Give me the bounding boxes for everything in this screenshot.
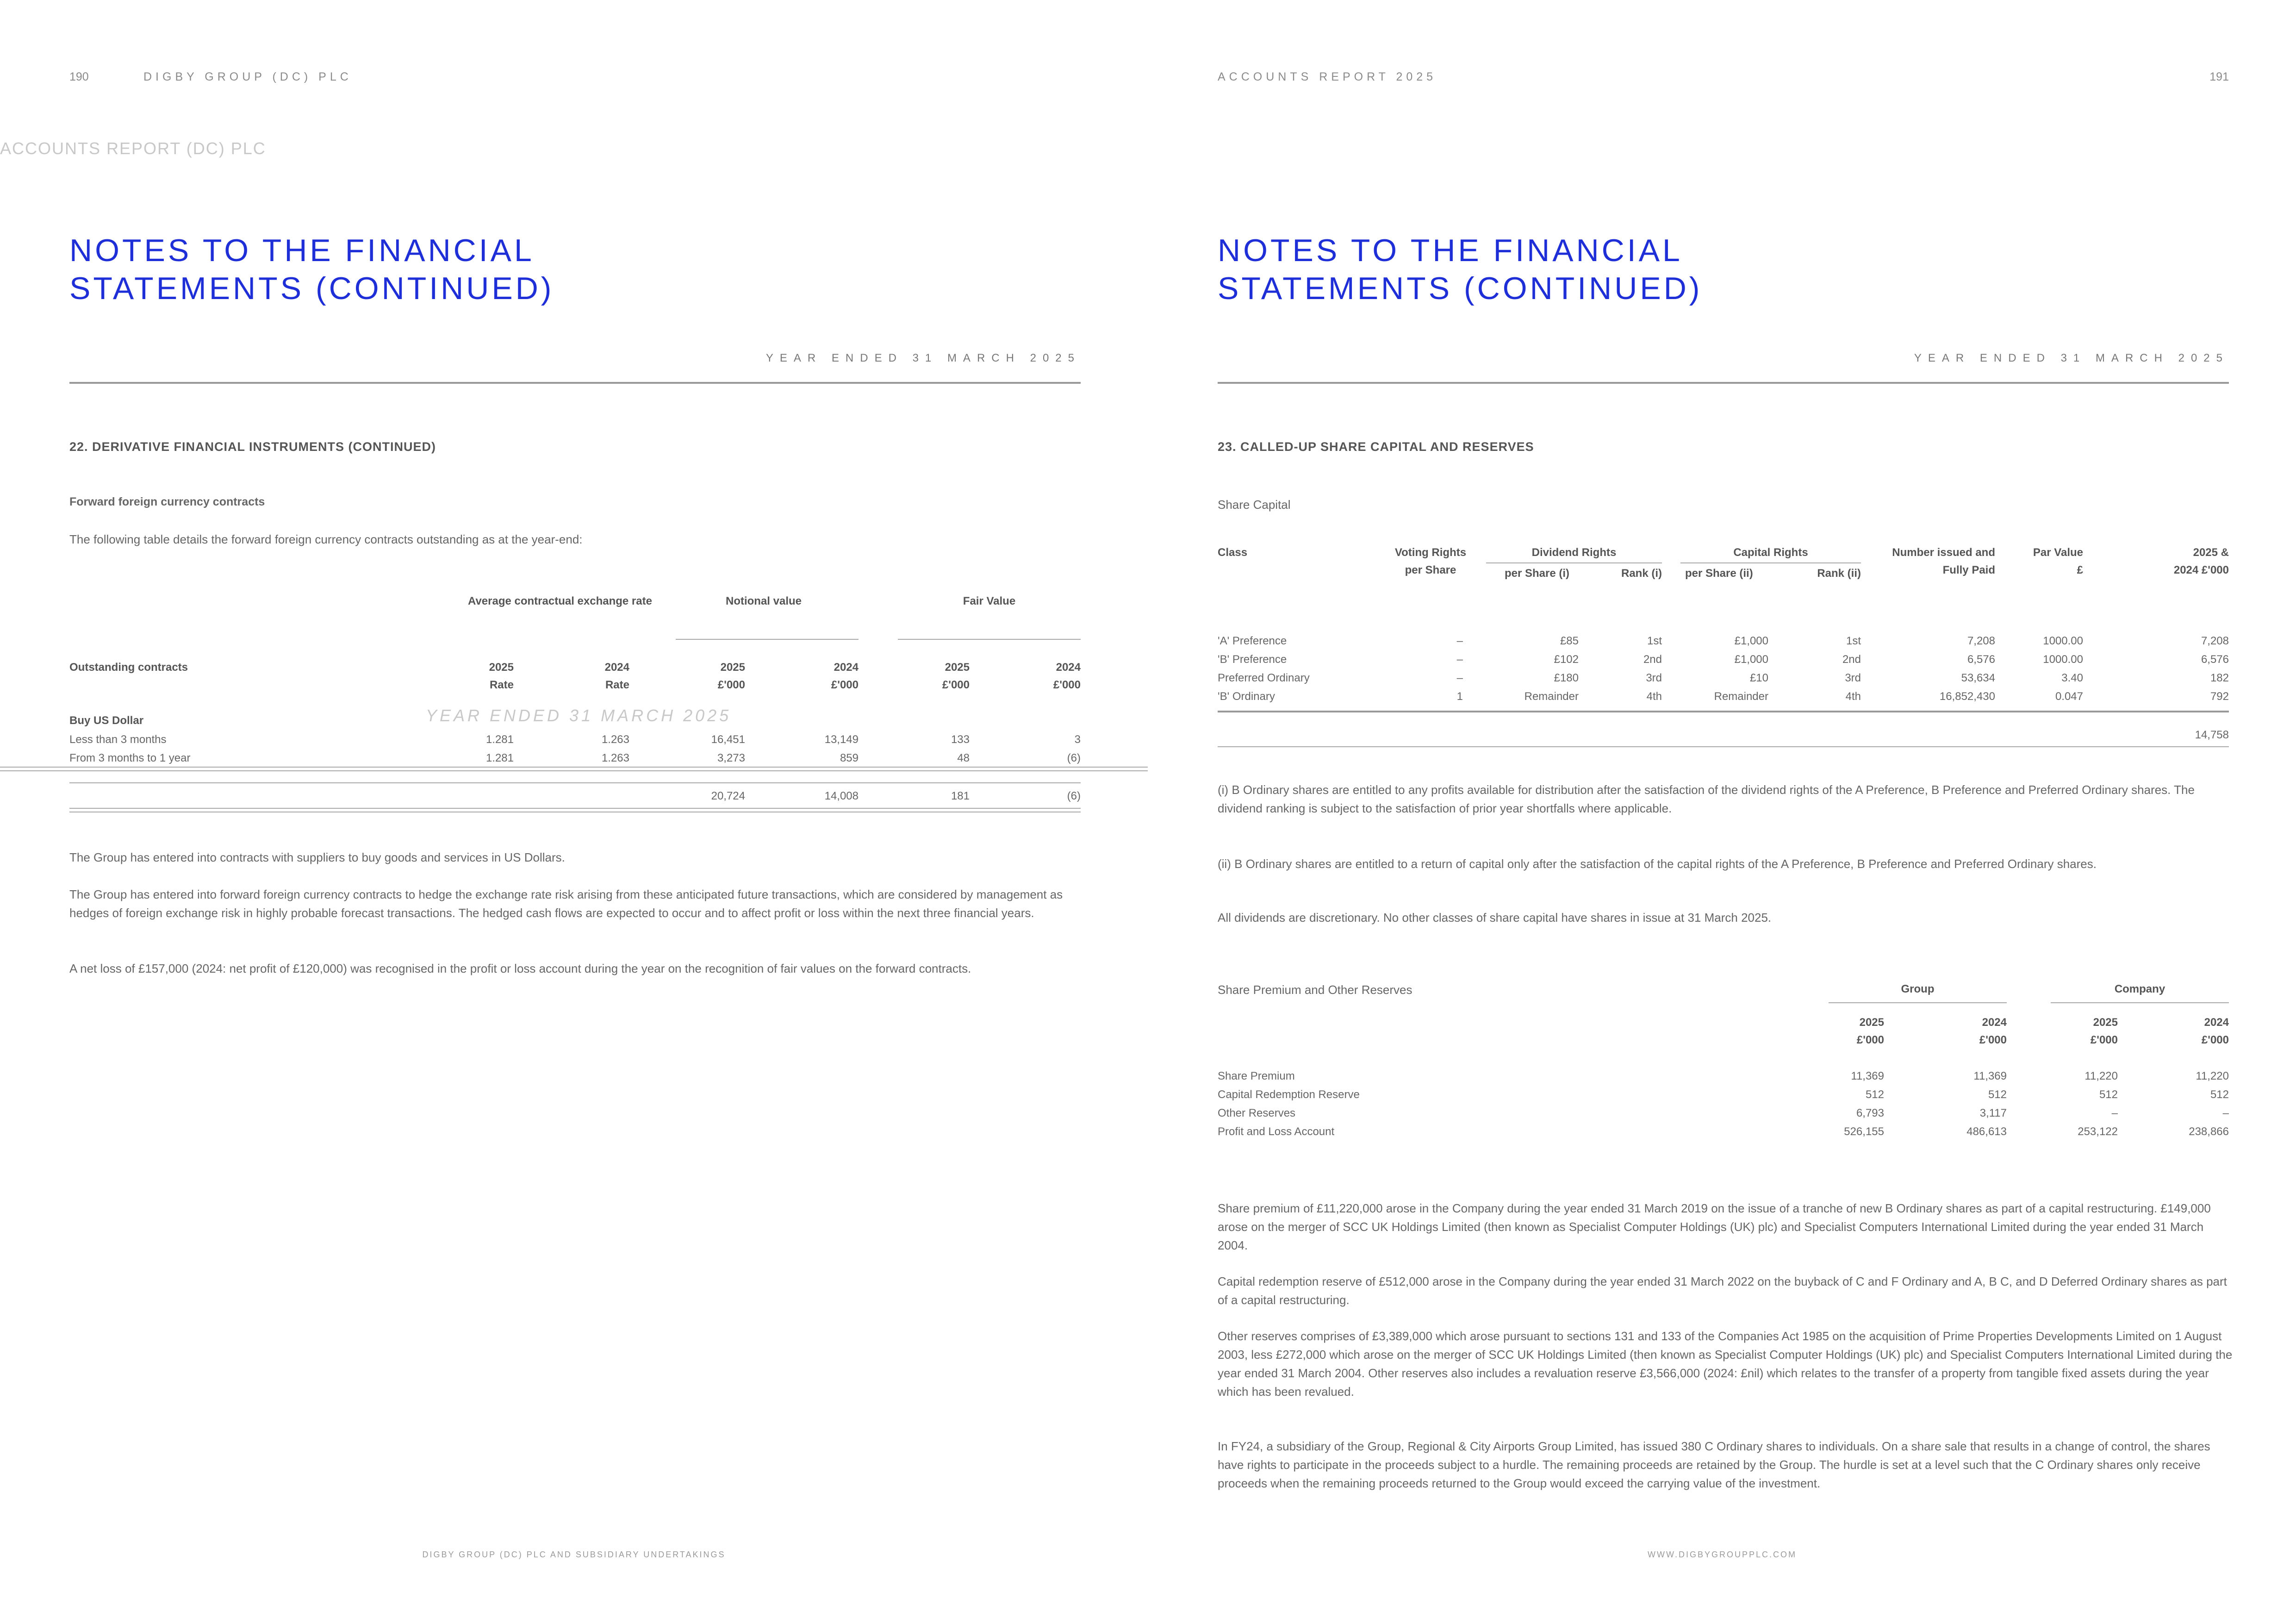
subtotal-rule bbox=[69, 782, 1081, 783]
ghost-header: ACCOUNTS REPORT (DC) PLC bbox=[0, 139, 266, 158]
subheading: Share Capital bbox=[1218, 498, 1291, 512]
cap-rank-header: Rank (ii) bbox=[1817, 567, 1861, 580]
notional-header: Notional value bbox=[725, 595, 802, 607]
col-header: 2024 £'000 bbox=[2201, 1016, 2229, 1046]
paragraph: In FY24, a subsidiary of the Group, Regional & City Airports Group Limited, has issued 380 C Ordinary shares to individuals. On a share sale that results in a change of control, the shares have rights to participate in the proceeds subject to a hurdle. The remaining proceeds are retained by the Group. The hurdle is set at a level such that the C Ordinary shares only receive proceeds when the remaining proceeds returned to the Group would exceed the carrying value of the investment. bbox=[1218, 1439, 2210, 1490]
div-rank-header: Rank (i) bbox=[1621, 567, 1662, 580]
voting-header: Voting Rights per Share bbox=[1394, 546, 1467, 576]
col-header: 2025 Rate bbox=[489, 661, 514, 691]
fair-value-header: Fair Value bbox=[963, 595, 1016, 607]
class-header: Class bbox=[1218, 546, 1248, 559]
reserves-heading: Share Premium and Other Reserves bbox=[1218, 983, 1412, 997]
table-row: Profit and Loss Account 526,155 486,613 253,122 238,866 bbox=[1218, 1125, 2229, 1138]
table-row: 'A' Preference – £85 1st £1,000 1st 7,208 1000.00 7,208 bbox=[1218, 635, 2229, 647]
outstanding-contracts-label: Outstanding contracts bbox=[69, 661, 188, 674]
col-header: 2024 £'000 bbox=[831, 661, 859, 691]
group-rule bbox=[1829, 1002, 2007, 1003]
share-total-rule bbox=[1218, 746, 2229, 747]
col-header: 2024 Rate bbox=[604, 661, 629, 691]
company-rule bbox=[2051, 1002, 2229, 1003]
paragraph: Share premium of £11,220,000 arose in the Company during the year ended 31 March 2019 on the issue of a tranche of new B Ordinary shares as part of a capital restructuring. £149,000 arose on the merger of SCC UK Holdings Limited (then known as Specialist Computer Holdings (UK) plc) and Specialist Computers International Limited during the year ended 31 March 2004. bbox=[1218, 1201, 2211, 1252]
table-row: Other Reserves 6,793 3,117 – – bbox=[1218, 1107, 2229, 1119]
ghost-overlay: YEAR ENDED 31 MARCH 2025 bbox=[426, 706, 732, 725]
page-footer: DIGBY GROUP (DC) PLC AND SUBSIDIARY UNDERTAKINGS bbox=[422, 1550, 726, 1559]
div-per-share-header: per Share (i) bbox=[1505, 567, 1570, 580]
table-row: Less than 3 months 1.281 1.263 16,451 13,149 133 3 bbox=[69, 733, 1081, 746]
dividend-rule bbox=[1486, 562, 1662, 563]
paragraph: Other reserves comprises of £3,389,000 which arose pursuant to sections 131 and 133 of the Companies Act 1985 on the acquisition of Prime Properties Developments Limited on 1 August 2003, less £272,000 which arose on the merger of SCC UK Holdings Limited (then known as Specialist Computer Holdings (UK) plc) and Specialist Computers International Limited during the year ended 31 March 2004. Other reserves also includes a revaluation reserve £3,566,000 (2024: £nil) which relates to the transfer of a property from tangible fixed assets during the year which has been revalued. bbox=[1218, 1329, 2233, 1399]
fair-rule bbox=[898, 639, 1081, 640]
total-row: 20,724 14,008 181 (6) bbox=[711, 790, 1081, 802]
col-header: 2025 £'000 bbox=[717, 661, 745, 691]
cap-per-share-header: per Share (ii) bbox=[1685, 567, 1753, 580]
table-row: Capital Redemption Reserve 512 512 512 512 bbox=[1218, 1088, 2229, 1101]
table-row: From 3 months to 1 year 1.281 1.263 3,273 859 48 (6) bbox=[69, 752, 1081, 764]
section-heading: 23. CALLED-UP SHARE CAPITAL AND RESERVES bbox=[1218, 440, 1534, 454]
year-line: YEAR ENDED 31 MARCH 2025 bbox=[1914, 352, 2229, 364]
col-header: 2025 £'000 bbox=[2090, 1016, 2118, 1046]
page-number: 191 bbox=[2209, 70, 2229, 83]
group-header: Group bbox=[1901, 983, 1935, 995]
year-line: YEAR ENDED 31 MARCH 2025 bbox=[765, 352, 1081, 364]
dividend-header: Dividend Rights bbox=[1531, 546, 1617, 559]
page-number: 190 bbox=[69, 70, 89, 83]
paragraph: The Group has entered into contracts with suppliers to buy goods and services in US Dollars. bbox=[69, 850, 565, 864]
paragraph: The Group has entered into forward foreign currency contracts to hedge the exchange rate risk arising from these anticipated future transactions, which are considered by management as hedges of foreign exchange risk in highly probable forecast transactions. The hedged cash flows are expected to occur and to affect profit or loss within the next three financial years. bbox=[69, 887, 1063, 920]
company-header: Company bbox=[2114, 983, 2165, 995]
note-i: (i) B Ordinary shares are entitled to any profits available for distribution after the satisfaction of the dividend rights of the A Preference, B Preference and Preferred Ordinary shares. The dividend ranking is subject to the satisfaction of prior year shortfalls where applicable. bbox=[1218, 783, 2195, 815]
paragraph: A net loss of £157,000 (2024: net profit of £120,000) was recognised in the profit or loss account during the year on the recognition of fair values on the forward contracts. bbox=[69, 962, 971, 975]
number-header: Number issued and Fully Paid bbox=[1892, 546, 1995, 576]
col-header: 2024 £'000 bbox=[1053, 661, 1081, 691]
capital-header: Capital Rights bbox=[1733, 546, 1808, 559]
page-title: NOTES TO THE FINANCIAL STATEMENTS (CONTINUED) bbox=[1218, 233, 1703, 306]
paragraph: Capital redemption reserve of £512,000 arose in the Company during the year ended 31 March 2022 on the buyback of C and F Ordinary and A, B C, and D Deferred Ordinary shares as part of a capital restructuring. bbox=[1218, 1274, 2227, 1307]
subheading: Forward foreign currency contracts bbox=[69, 495, 265, 508]
row-rule bbox=[0, 770, 1148, 771]
col-header: 2025 £'000 bbox=[942, 661, 970, 691]
running-header: ACCOUNTS REPORT 2025 bbox=[1218, 70, 1437, 83]
right-page bbox=[1148, 0, 2296, 1624]
col-header: 2024 £'000 bbox=[1979, 1016, 2007, 1046]
section-heading: 22. DERIVATIVE FINANCIAL INSTRUMENTS (CONTINUED) bbox=[69, 440, 436, 454]
avg-rate-header: Average contractual exchange rate bbox=[468, 595, 652, 607]
table-row: 'B' Preference – £102 2nd £1,000 2nd 6,576 1000.00 6,576 bbox=[1218, 653, 2229, 666]
amount-header: 2025 & 2024 £'000 bbox=[2173, 546, 2229, 576]
notional-rule bbox=[676, 639, 859, 640]
table-row: Share Premium 11,369 11,369 11,220 11,220 bbox=[1218, 1070, 2229, 1082]
share-rule bbox=[1218, 711, 2229, 712]
header-rule bbox=[69, 382, 1081, 384]
intro-text: The following table details the forward foreign currency contracts outstanding as at the year-end: bbox=[69, 532, 583, 546]
note-discretionary: All dividends are discretionary. No other classes of share capital have shares in issue at 31 March 2025. bbox=[1218, 911, 1772, 924]
table-row: 'B' Ordinary 1 Remainder 4th Remainder 4th 16,852,430 0.047 792 bbox=[1218, 690, 2229, 703]
row-rule bbox=[0, 767, 1148, 768]
total-rule bbox=[69, 808, 1081, 809]
note-ii: (ii) B Ordinary shares are entitled to a return of capital only after the satisfaction of the capital rights of the A Preference, B Preference and Preferred Ordinary shares. bbox=[1218, 857, 2097, 871]
header-rule bbox=[1218, 382, 2229, 384]
buy-usd-label: Buy US Dollar bbox=[69, 714, 144, 727]
col-header: 2025 £'000 bbox=[1856, 1016, 1884, 1046]
par-header: Par Value £ bbox=[2033, 546, 2083, 576]
page-title: NOTES TO THE FINANCIAL STATEMENTS (CONTINUED) bbox=[69, 233, 554, 306]
share-total: 14,758 bbox=[2195, 729, 2229, 741]
page-footer: WWW.DIGBYGROUPPLC.COM bbox=[1647, 1550, 1797, 1559]
capital-rule bbox=[1680, 562, 1861, 563]
table-row: Preferred Ordinary – £180 3rd £10 3rd 53,634 3.40 182 bbox=[1218, 672, 2229, 684]
running-header: DIGBY GROUP (DC) PLC bbox=[143, 70, 352, 83]
